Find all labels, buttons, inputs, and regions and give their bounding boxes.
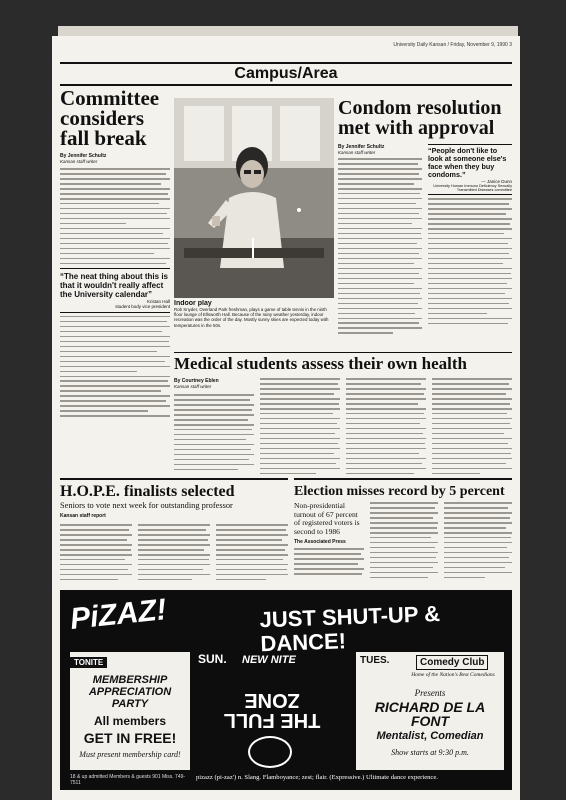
- fall-break-headline: Committee considers fall break: [60, 88, 160, 150]
- hope-subhead: Seniors to vote next week for outstanding professor: [60, 501, 233, 510]
- page-folio: University Daily Kansan / Friday, November 9, 1990 3: [393, 42, 512, 48]
- hope-body-col1: [60, 524, 132, 584]
- ad-tonite-label: TONITE: [70, 657, 107, 668]
- condom-pull-quote: “People don't like to look at someone else's face when they buy condoms.”: [428, 146, 507, 179]
- condom-byline: By Jennifer Schultz: [338, 144, 385, 150]
- medical-body-col3: [346, 378, 426, 474]
- hope-body-col2: [138, 524, 210, 584]
- ad-flipped-zone: THE FULL ZONE: [223, 689, 321, 731]
- condom-pull-attr-name: — Janice Dunn: [481, 179, 512, 184]
- ad-comedian-title: Mentalist, Comedian: [376, 730, 484, 742]
- ad-definition: pizazz (pi-zaz') n. Slang. Flamboyance; zest; flair. (Expressive.) Ultimate dance experience.: [196, 774, 438, 781]
- fall-break-pull-quote: “The neat thing about this is that it wouldn't really affect the University calendar”: [60, 271, 168, 299]
- fall-break-byline: By Jennifer Schultz: [60, 153, 107, 159]
- medical-story: [174, 352, 512, 474]
- ad-must-present: Must present membership card!: [79, 750, 181, 759]
- condom-headline: Condom resolution met with approval: [338, 98, 502, 139]
- fall-break-body-text-2: [60, 316, 170, 418]
- election-story: [294, 478, 512, 586]
- ad-sunday-box: [198, 652, 348, 770]
- medical-body-col4: [432, 378, 512, 474]
- quote-mark-icon: “: [428, 146, 432, 155]
- club-logo-icon: [248, 736, 292, 768]
- ad-brand: PiZAZ!: [68, 593, 169, 636]
- condom-byline-role: Kansan staff writer: [338, 150, 376, 155]
- photo-caption-title: Indoor play: [174, 300, 212, 307]
- medical-headline: Medical students assess their own health: [174, 354, 467, 373]
- ad-sun-day: SUN.: [198, 652, 227, 666]
- section-title: Campus/Area: [234, 65, 338, 82]
- photo-image: [174, 98, 334, 298]
- ad-all-members: All members: [93, 714, 167, 728]
- condom-pull-attr-role: University Human Immuno Deficiency Sexually Transmitted Diseases committee: [433, 184, 512, 192]
- ad-showtime: Show starts at 9:30 p.m.: [391, 748, 469, 757]
- ad-comedian-name: RICHARD DE LA FONT: [374, 699, 486, 729]
- section-header: [60, 62, 512, 86]
- fall-break-pull-attr-name: Kristan Hall: [146, 298, 170, 304]
- election-body-col1: [294, 548, 364, 575]
- election-headline: Election misses record by 5 percent: [294, 484, 505, 499]
- ad-tagline: JUST SHUT-UP & DANCE!: [259, 600, 441, 657]
- hope-headline: H.O.P.E. finalists selected: [60, 483, 235, 500]
- quote-mark-icon: “: [60, 271, 64, 281]
- ad-sun-event: NEW NITE: [242, 654, 296, 666]
- ad-comedy-club: Comedy Club: [416, 655, 488, 670]
- table-tennis-photo: [174, 98, 334, 298]
- fall-break-pull-attr-role: student body vice president: [115, 303, 170, 309]
- ad-tonite-box: [70, 652, 190, 770]
- fall-break-byline-role: Kansan staff writer: [60, 159, 98, 164]
- photo-caption: [174, 300, 334, 344]
- election-body-col2: [370, 502, 438, 582]
- photo-caption-text: Rob Snyder, Overland Park freshman, plays a game of table tennis in the ninth floor lounge of Ellsworth Hall. Because of the rainy weather yesterday, indoor recreation was the order of the day. Mostly sunny skies are expected today with temperatures in the 50s.: [174, 307, 329, 328]
- medical-body-col1: [174, 394, 254, 474]
- condom-body-right: [428, 198, 512, 324]
- fall-break-story: [60, 88, 170, 418]
- medical-body-col2: [260, 378, 340, 474]
- ad-footer-info: 18 & up admitted Members & guests 901 Miss. 749-7511: [70, 774, 186, 786]
- hope-story: [60, 478, 288, 586]
- medical-byline-role: Kansan staff writer: [174, 384, 212, 389]
- hope-byline: Kansan staff report: [60, 513, 106, 519]
- ad-get-in-free: GET IN FREE!: [83, 730, 177, 746]
- medical-byline: By Courtney Eblen: [174, 378, 219, 384]
- ad-tues-label: TUES.: [360, 655, 390, 666]
- election-body-col3: [444, 502, 512, 582]
- ad-tuesday-box: [356, 652, 504, 770]
- ad-presents: Presents: [414, 688, 446, 698]
- ad-comedy-sub: Home of the Nation's Best Comedians: [411, 672, 495, 678]
- pizazz-advertisement: [60, 590, 512, 790]
- hope-body-col3: [216, 524, 288, 584]
- election-byline: The Associated Press: [294, 539, 346, 546]
- newspaper-page: [52, 36, 520, 800]
- election-subhead: Non-presidential turnout of 67 percent of registered voters is second to 1986: [294, 501, 360, 536]
- ad-membership-title: MEMBERSHIP APPRECIATION PARTY: [88, 674, 172, 710]
- fall-break-body-text: [60, 168, 170, 264]
- condom-body-left: [338, 158, 422, 334]
- condom-story: [338, 98, 512, 348]
